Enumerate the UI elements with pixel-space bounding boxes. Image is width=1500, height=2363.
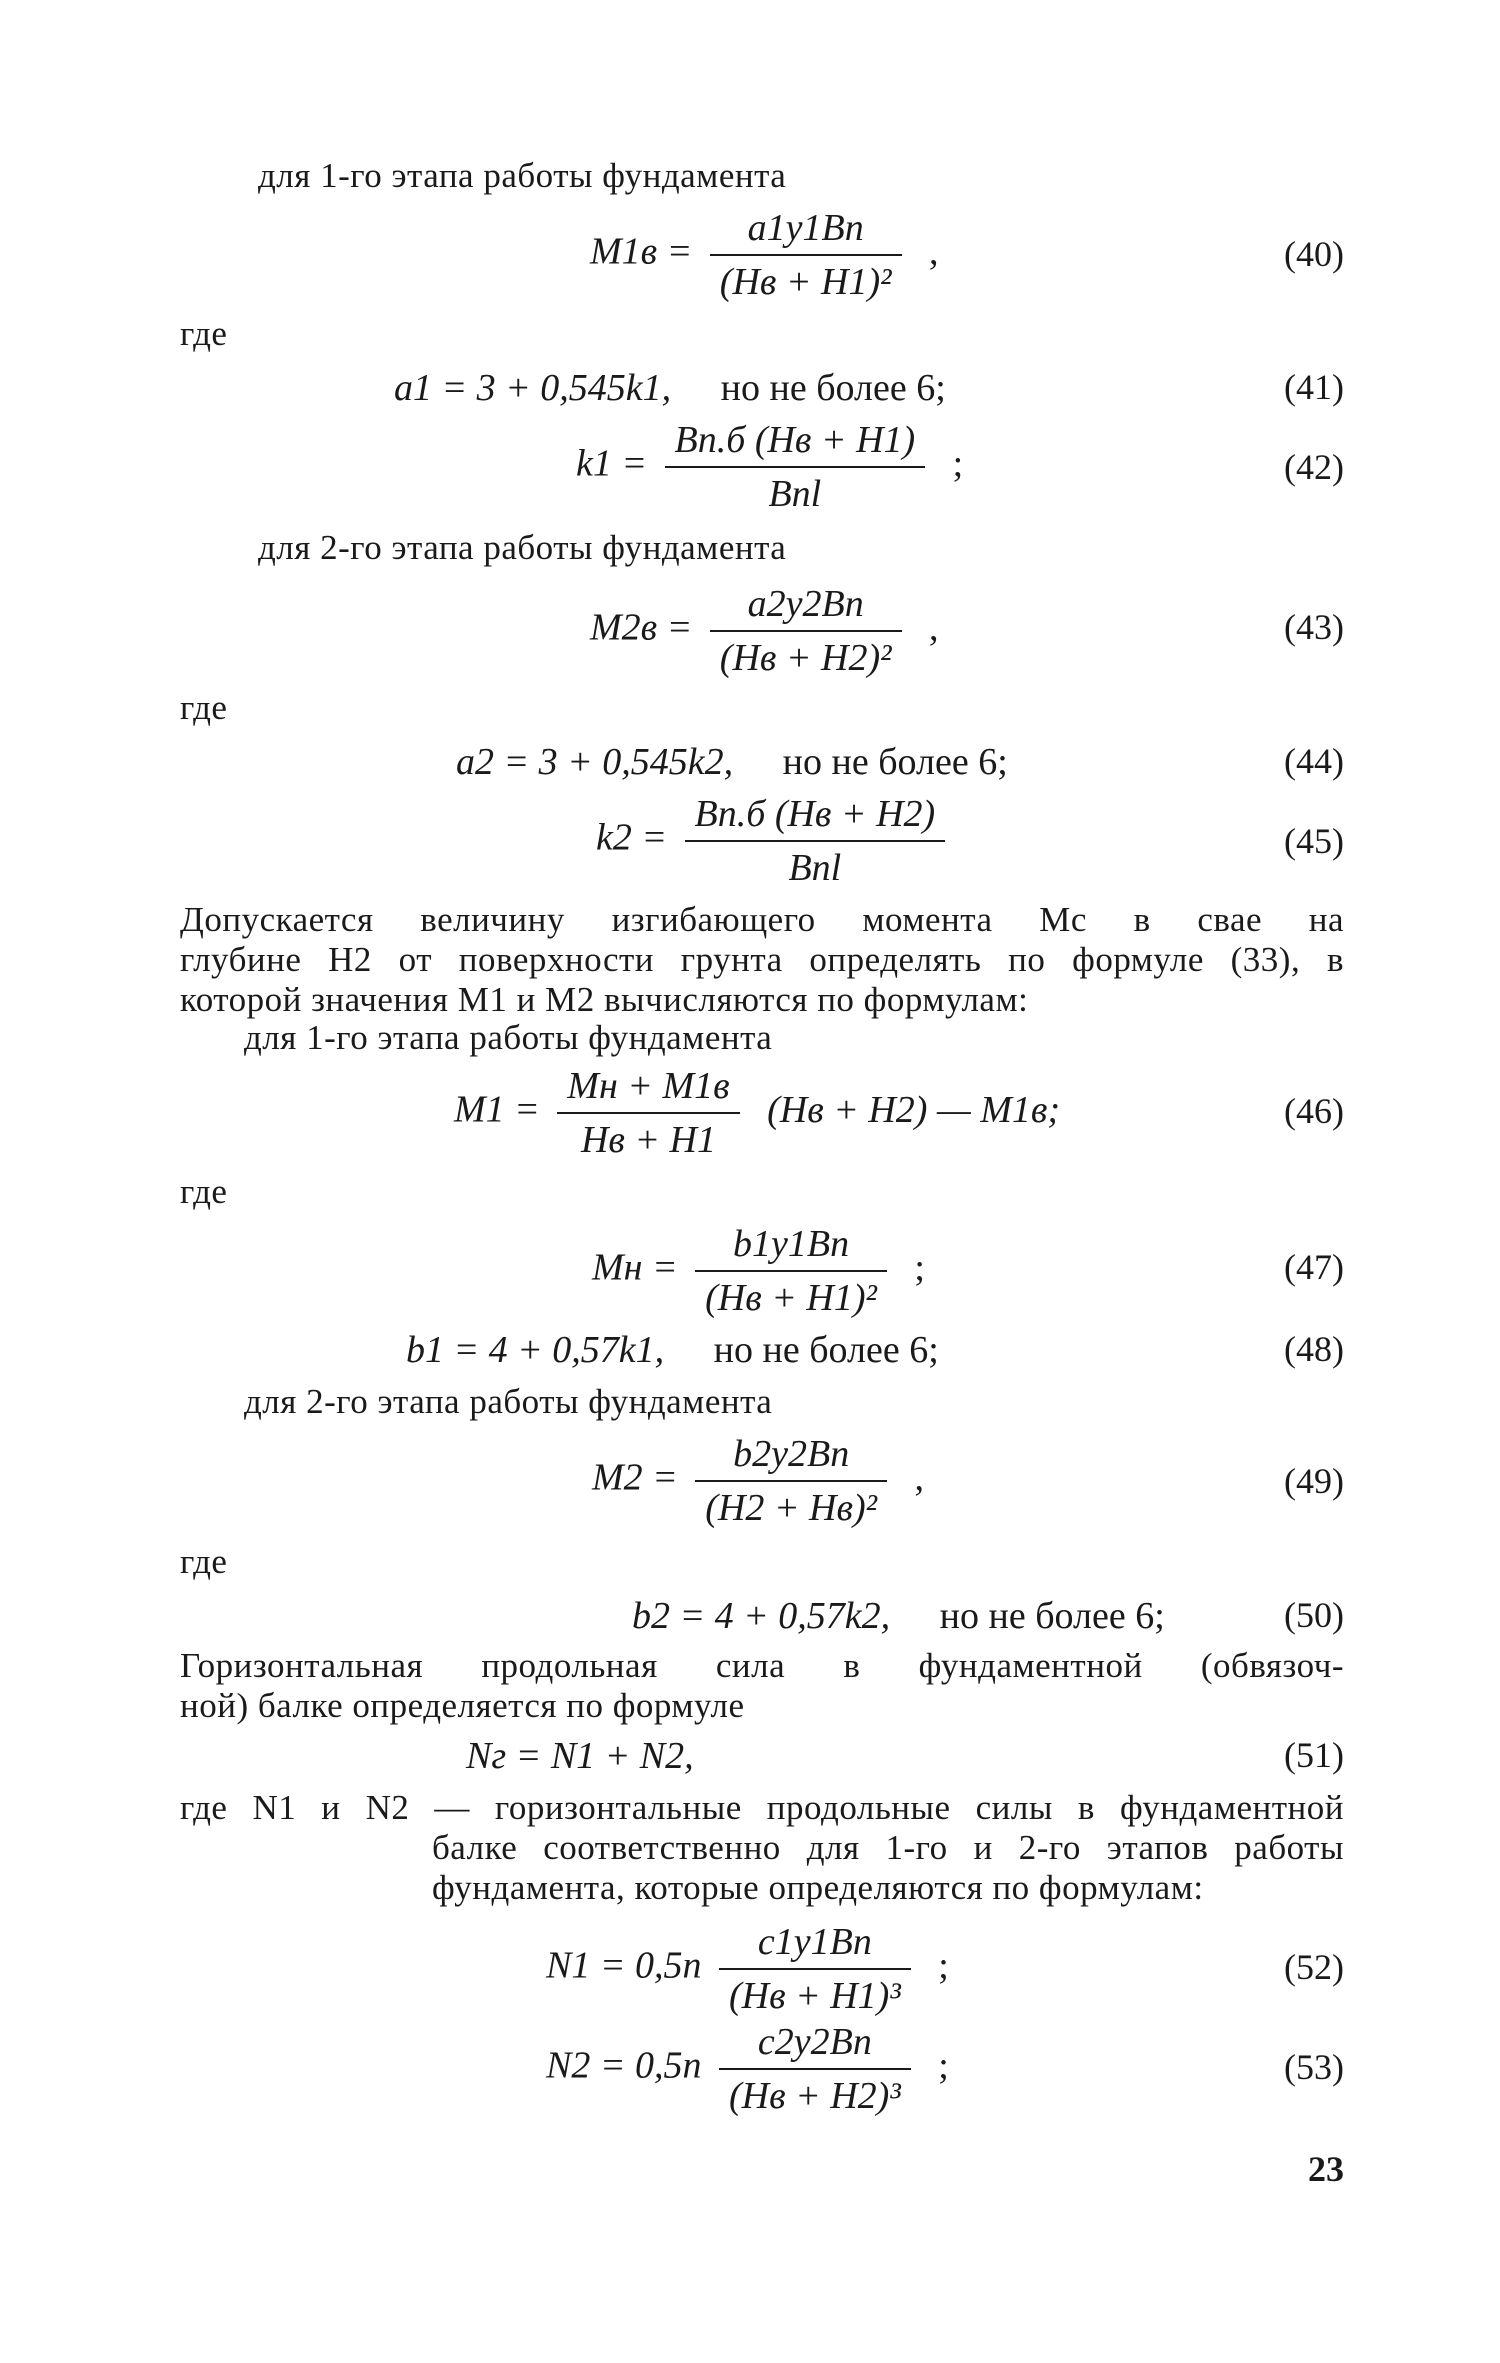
stage1-heading: для 1-го этапа работы фундамента (258, 156, 787, 195)
eq52-fraction (719, 1920, 911, 2018)
eq40-fraction (710, 206, 902, 304)
eq52-numerator: c1y1Bп (719, 1920, 911, 1970)
eq40-denominator: (Hв + H1)² (719, 261, 892, 303)
equation-40 (590, 206, 939, 304)
equation-50 (632, 1594, 1165, 1638)
eq48-tail: но не более 6; (713, 1329, 939, 1371)
equation-49 (592, 1432, 924, 1530)
eq42-fraction (665, 418, 926, 516)
eq53-fraction (719, 2020, 911, 2118)
equation-43 (590, 582, 939, 680)
eq42-lhs: k1 = (576, 442, 648, 485)
eq47-lhs: Mн = (592, 1246, 678, 1289)
eq50-body: b2 = 4 + 0,57k2, (632, 1595, 891, 1637)
eq44-body: a2 = 3 + 0,545k2, (456, 741, 734, 783)
where-label-2: где (180, 688, 228, 727)
eq44-tail: но не более 6; (782, 741, 1008, 783)
eq45-lhs: k2 = (596, 816, 668, 859)
stage2-heading: для 2-го этапа работы фундамента (258, 528, 787, 567)
eq47-numerator: b1y1Bп (695, 1222, 887, 1272)
eq43-lhs: M2в = (590, 606, 693, 649)
eq41-number: (41) (1284, 367, 1344, 407)
eq53-lhs: N2 = 0,5n (546, 2044, 702, 2087)
eq47-fraction (695, 1222, 887, 1320)
eq53-denominator: (Hв + H2)³ (729, 2075, 901, 2117)
eq46-lhs: M1 = (454, 1088, 540, 1131)
eq40-tail: , (929, 230, 939, 273)
eq43-denominator: (Hв + H2)² (719, 637, 892, 679)
eq52-tail: ; (938, 1944, 949, 1987)
eq46-tail: (Hв + H2) — M1в; (767, 1088, 1061, 1131)
eq53-tail: ; (938, 2044, 949, 2087)
eq42-numerator: Bп.б (Hв + H1) (665, 418, 926, 468)
eq45-fraction (685, 792, 946, 890)
eq49-denominator: (H2 + Hв)² (705, 1487, 878, 1529)
paragraph-1-line-1: Допускается величину изгибающего момента Mс в свае на (180, 900, 1344, 939)
stage2-heading-2: для 2-го этапа работы фундамента (244, 1382, 773, 1421)
eq41-body: a1 = 3 + 0,545k1, (394, 367, 672, 409)
eq49-tail: , (914, 1456, 925, 1499)
equation-41 (394, 366, 946, 410)
paragraph-3-line-1: где N1 и N2 — горизонтальные продольные силы в фундаментной (180, 1788, 1344, 1827)
equation-48 (406, 1328, 939, 1372)
eq42-number: (42) (1284, 447, 1344, 487)
eq49-lhs: M2 = (592, 1456, 678, 1499)
eq46-denominator: Hв + H1 (580, 1119, 716, 1161)
equation-47 (592, 1222, 925, 1320)
eq48-body: b1 = 4 + 0,57k1, (406, 1329, 665, 1371)
eq48-number: (48) (1284, 1329, 1344, 1369)
eq43-fraction (710, 582, 902, 680)
eq53-numerator: c2y2Bп (719, 2020, 911, 2070)
eq46-fraction (557, 1064, 739, 1162)
equation-42 (576, 418, 963, 516)
equation-44 (456, 740, 1008, 784)
eq47-number: (47) (1284, 1247, 1344, 1287)
eq41-tail: но не более 6; (720, 367, 946, 409)
eq42-denominator: Bпl (768, 473, 822, 515)
eq47-denominator: (Hв + H1)² (705, 1277, 877, 1319)
eq53-number: (53) (1284, 2047, 1344, 2087)
equation-45 (596, 792, 953, 890)
eq47-tail: ; (914, 1246, 925, 1289)
paragraph-2-line-1: Горизонтальная продольная сила в фундаментной (обвязоч- (180, 1646, 1344, 1685)
where-label-1: где (180, 314, 228, 353)
where-label-4: где (180, 1542, 228, 1581)
equation-52 (546, 1920, 949, 2018)
eq51-number: (51) (1284, 1735, 1344, 1775)
eq46-numerator: Mн + M1в (557, 1064, 739, 1114)
eq49-fraction (695, 1432, 887, 1530)
eq43-number: (43) (1284, 607, 1344, 647)
eq49-numerator: b2y2Bп (695, 1432, 887, 1482)
eq51-body: Nг = N1 + N2, (466, 1735, 694, 1777)
eq49-number: (49) (1284, 1461, 1344, 1501)
eq43-numerator: a2y2Bп (710, 582, 902, 632)
paragraph-1-line-3: которой значения M1 и M2 вычисляются по формулам: (180, 980, 1029, 1019)
paragraph-1-line-2: глубине H2 от поверхности грунта определять по формуле (33), в (180, 940, 1344, 979)
eq52-denominator: (Hв + H1)³ (729, 1975, 901, 2017)
eq45-numerator: Bп.б (Hв + H2) (685, 792, 946, 842)
eq40-numerator: a1y1Bп (710, 206, 902, 256)
paragraph-2-line-2: ной) балке определяется по формуле (180, 1686, 745, 1725)
equation-51 (466, 1734, 694, 1778)
eq43-tail: , (929, 606, 939, 649)
eq46-number: (46) (1284, 1091, 1344, 1131)
stage1-heading-2: для 1-го этапа работы фундамента (244, 1018, 773, 1057)
equation-46 (454, 1064, 1060, 1162)
where-label-3: где (180, 1172, 228, 1211)
eq45-denominator: Bпl (788, 847, 842, 889)
eq44-number: (44) (1284, 741, 1344, 781)
paragraph-3-line-3: фундамента, которые определяются по формулам: (432, 1868, 1204, 1907)
paragraph-3-line-2: балке соответственно для 1-го и 2-го этапов работы (432, 1828, 1344, 1867)
eq52-lhs: N1 = 0,5n (546, 1944, 702, 1987)
eq52-number: (52) (1284, 1947, 1344, 1987)
equation-53 (546, 2020, 949, 2118)
eq40-number: (40) (1284, 234, 1344, 274)
eq50-tail: но не более 6; (939, 1595, 1165, 1637)
page-number: 23 (1308, 2149, 1344, 2189)
eq50-number: (50) (1284, 1595, 1344, 1635)
eq40-lhs: M1в = (590, 230, 693, 273)
eq42-tail: ; (952, 442, 964, 485)
eq45-number: (45) (1284, 821, 1344, 861)
